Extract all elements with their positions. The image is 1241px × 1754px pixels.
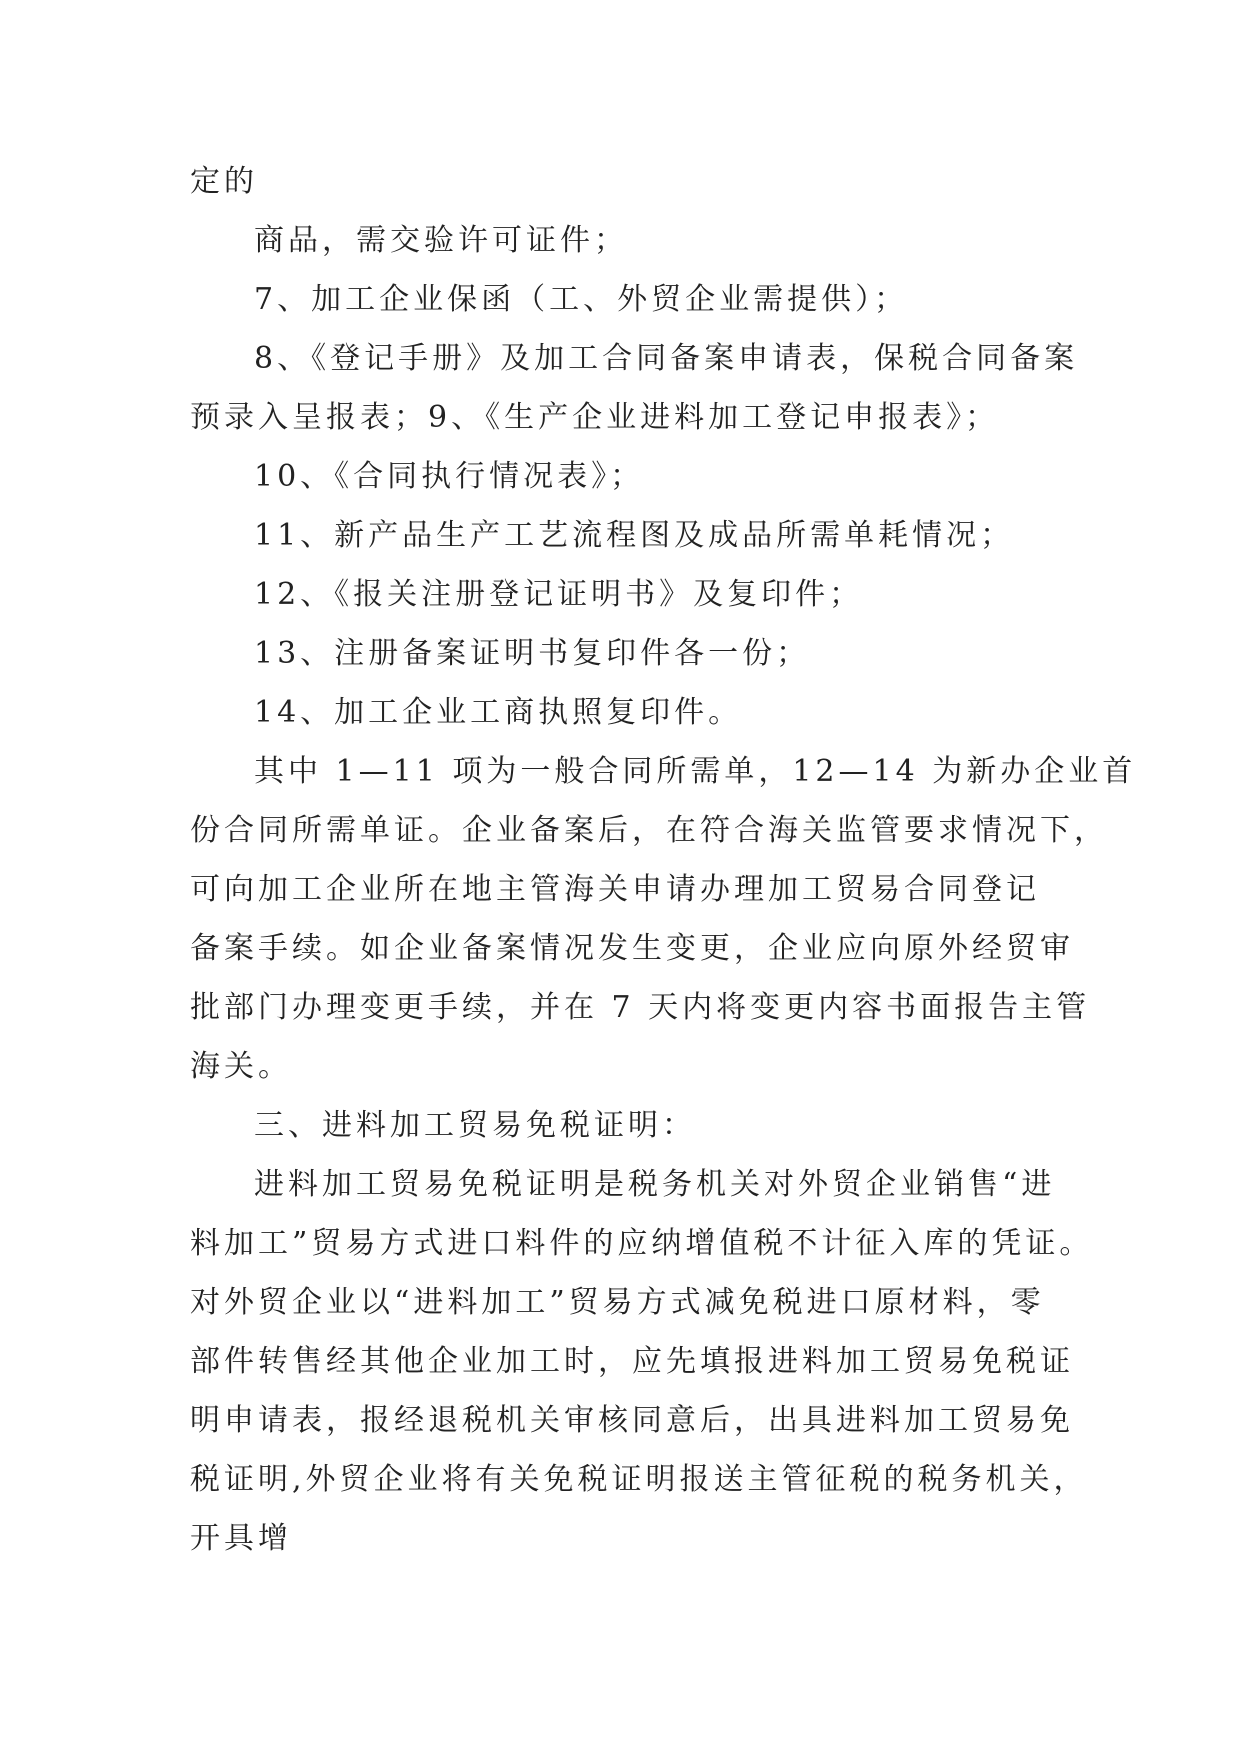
- text-line: 定的: [190, 164, 258, 199]
- text-line: 份合同所需单证。企业备案后，在符合海关监管要求情况下，: [190, 813, 1108, 848]
- text-line: 海关。: [190, 1049, 292, 1084]
- text-line: 13、注册备案证明书复印件各一份；: [254, 636, 811, 671]
- text-line: 8、《登记手册》及加工合同备案申请表，保税合同备案: [254, 341, 1079, 376]
- text-line: 可向加工企业所在地主管海关申请办理加工贸易合同登记: [190, 872, 1040, 907]
- text-line: 10、《合同执行情况表》；: [254, 459, 645, 494]
- text-line: 开具增: [190, 1521, 292, 1556]
- text-line: 对外贸企业以“进料加工”贸易方式减免税进口原材料，零: [190, 1285, 1045, 1320]
- text-line: 税证明,外贸企业将有关免税证明报送主管征税的税务机关，: [190, 1462, 1088, 1497]
- section-heading: 三、进料加工贸易免税证明：: [254, 1108, 696, 1143]
- document-body: [190, 152, 1137, 1568]
- text-line: 7、加工企业保函（工、外贸企业需提供）；: [254, 282, 909, 317]
- text-line: 14、加工企业工商执照复印件。: [254, 695, 743, 730]
- text-line: 商品，需交验许可证件；: [254, 223, 628, 258]
- text-line: 11、新产品生产工艺流程图及成品所需单耗情况；: [254, 518, 1015, 553]
- text-line: 批部门办理变更手续，并在 7 天内将变更内容书面报告主管: [190, 990, 1091, 1025]
- text-line: 其中 1—11 项为一般合同所需单，12—14 为新办企业首: [254, 754, 1137, 789]
- text-line: 进料加工贸易免税证明是税务机关对外贸企业销售“进: [254, 1167, 1056, 1202]
- text-line: 明申请表，报经退税机关审核同意后，出具进料加工贸易免: [190, 1403, 1074, 1438]
- text-line: 备案手续。如企业备案情况发生变更，企业应向原外经贸审: [190, 931, 1074, 966]
- text-line: 料加工”贸易方式进口料件的应纳增值税不计征入库的凭证。: [190, 1226, 1094, 1261]
- text-line: 12、《报关注册登记证明书》及复印件；: [254, 577, 864, 612]
- text-line: 预录入呈报表；9、《生产企业进料加工登记申报表》；: [190, 400, 1000, 435]
- text-line: 部件转售经其他企业加工时，应先填报进料加工贸易免税证: [190, 1344, 1074, 1379]
